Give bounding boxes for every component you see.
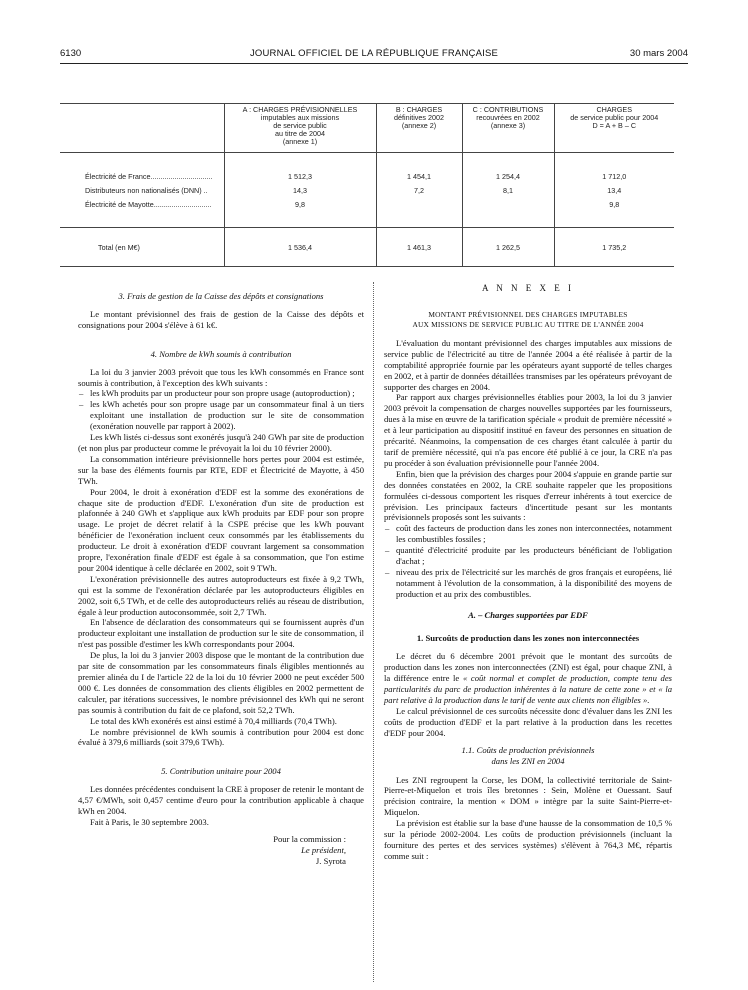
annex-heading: MONTANT PRÉVISIONNEL DES CHARGES IMPUTABLES AUX MISSIONS DE SERVICE PUBLIC AU TITRE DE L'ANNÉE 2004 <box>412 309 644 329</box>
table-header-blank <box>60 104 224 153</box>
section-a-title: A. – Charges supportées par EDF <box>468 609 588 620</box>
section-1-1-title: 1.1. Coûts de production prévisionnels dans les ZNI en 2004 <box>461 744 595 766</box>
table-header-d: CHARGES de service public pour 2004 D = A + B – C <box>554 104 674 153</box>
paragraph: La prévision est établie sur la base d'une hausse de la consommation de 10,5 % sur la période 2002-2004. Les coûts de production prévisionnels (incluant la fourniture des pertes et des services systèmes) s'élèvent à 764,3 M€, répartis comme suit : <box>384 818 672 861</box>
exemption-list <box>78 388 364 432</box>
page-number: 6130 <box>60 48 82 59</box>
paragraph: Le montant prévisionnel des frais de gestion de la Caisse des dépôts et consignations pour 2004 s'élève à 61 k€. <box>78 308 364 330</box>
list-item: – niveau des prix de l'électricité sur les marchés de gros français et européens, lié notamment à l'évolution de la consommation, à la disponibilité des moyens de production et au prix des combustibles. <box>384 567 672 600</box>
list-item: – les kWh achetés pour son propre usage par un consommateur final à un tiers exploitant une installation de production sur le site de consommation (exonération nouvelle par rapport à 2002). <box>78 399 364 432</box>
section-3-title: 3. Frais de gestion de la Caisse des dépôts et consignations <box>118 291 324 301</box>
list-item: – les kWh produits par un producteur pour son propre usage (autoproduction) ; <box>78 388 364 399</box>
paragraph: Le calcul prévisionnel de ces surcoûts nécessite donc d'évaluer dans les ZNI les coûts de production d'EDF et la part relative à la production dans les recettes d'EDF pour 2004. <box>384 706 672 738</box>
section-1-title: 1. Surcoûts de production dans les zones non interconnectées <box>416 632 640 643</box>
signature-title: Le président, <box>301 844 346 855</box>
list-item: – quantité d'électricité produite par les producteurs bénéficiant de l'obligation d'achat ; <box>384 545 672 567</box>
section-5-title: 5. Contribution unitaire pour 2004 <box>161 766 281 777</box>
list-item: – coût des facteurs de production dans les zones non interconnectées, notamment les combustibles fossiles ; <box>384 523 672 545</box>
publication-date: 30 mars 2004 <box>629 48 688 59</box>
signature-name: J. Syrota <box>315 855 346 866</box>
paragraph: Le décret du 6 décembre 2001 prévoit que le montant des surcoûts de production dans les zones non interconnectées (ZNI) est égal, pour chaque ZNI, à la différence entre le « coût normal et complet de production, compte tenu des particularités du parc de production inhérentes à la nature de cette zone » et « la part relative à la production dans le tarif de vente aux clients non éligibles ». <box>384 651 672 706</box>
paragraph: Enfin, bien que la prévision des charges pour 2004 s'appuie en grande partie sur des données constatées en 2002, la CRE souhaite rappeler que les propositions formulées ci-dessous comportent les risques d'erreur inhérents à tout exercice de prévision. Les principaux facteurs d'incertitude pesant sur les montants prévisionnels proposés sont les suivants : <box>384 468 672 523</box>
section-4-title: 4. Nombre de kWh soumis à contribution <box>150 348 292 359</box>
table-header-row <box>60 104 674 153</box>
table-total-row: Total (en M€) 1 536,4 1 461,3 1 262,5 1 735,2 <box>60 228 674 267</box>
paragraph: En l'absence de déclaration des consommateurs qui se fournissent auprès d'un producteur exploitant une installation de production sur le site de consommation, il n'est pas possible d'estimer les kWh correspondants pour 2004. <box>78 617 364 650</box>
paragraph: Les données précédentes conduisent la CRE à proposer de retenir le montant de 4,57 €/MWh, soit 0,457 centime d'euro pour la contribution applicable à chaque kWh en 2004. <box>78 784 364 817</box>
table-row: Électricité de France............................... 1 512,3 1 454,1 1 254,4 1 712,0 <box>60 169 674 183</box>
paragraph: L'exonération prévisionnelle des autres autoproducteurs est fixée à 9,2 TWh, qui est la somme de l'exonération déclarée par les autoproducteurs éligibles en 2002, soit 6,5 TWh, et de celle des autoproducteurs reliés au réseau de distribution, égale à leur production autoconsommée, soit 2,7 TWh. <box>78 573 364 617</box>
annex-title: A N N E X E I <box>482 283 574 293</box>
column-divider <box>373 282 374 982</box>
left-column <box>78 283 364 867</box>
paragraph: L'évaluation du montant prévisionnel des charges imputables aux missions de service public de l'électricité au titre de l'année 2004 a été réalisée à partir de la comptabilité appropriée fournie par les opérateurs ayant supporté de telles charges en 2002, et à partir de données détaillées transmises par les opérateurs prévoyant de supporter des charges en 2004. <box>384 337 672 392</box>
paragraph: La loi du 3 janvier 2003 prévoit que tous les kWh consommés en France sont soumis à contribution, à l'exception des kWh suivants : <box>78 366 364 388</box>
paragraph: La consommation intérieure prévisionnelle hors pertes pour 2004 est estimée, sur la base des éléments fournis par RTE, EDF et Électricité de Mayotte, à 450 TWh. <box>78 453 364 486</box>
table-header-b: B : CHARGES définitives 2002 (annexe 2) <box>376 104 462 153</box>
page-header <box>60 48 688 62</box>
paragraph: Les kWh listés ci-dessus sont exonérés jusqu'à 240 GWh par site de production (et non plus par producteur comme le prévoyait la loi du 10 février 2000). <box>78 432 364 453</box>
date-line: Fait à Paris, le 30 septembre 2003. <box>90 816 209 827</box>
signature-line: Pour la commission : <box>273 833 346 844</box>
header-rule <box>60 63 688 64</box>
right-column <box>384 283 672 862</box>
paragraph: Le total des kWh exonérés est ainsi estimé à 70,4 milliards (70,4 TWh). <box>90 715 337 726</box>
uncertainty-list <box>384 523 672 599</box>
table-row: Électricité de Mayotte............................. 9,8 9,8 <box>60 197 674 211</box>
paragraph: Pour 2004, le droit à exonération d'EDF est la somme des exonérations de chaque site de production d'EDF. L'exonération d'un site de production est plafonnée à 240 GWh et s'applique aux kWh produits par EDF pour son propre usage. Le projet de décret relatif à la CSPE précise que les kWh pouvant bénéficier de l'exonération incluent ceux consommés par les établissements du producteur. Le droit à exonération d'EDF couvrant largement sa consommation propre, l'exonération finale d'EDF est égale à sa consommation, que l'on estime pour 2004 identique à celle déclarée en 2002, soit 9 TWh. <box>78 486 364 573</box>
table-row: Distributeurs non nationalisés (DNN) .. 14,3 7,2 8,1 13,4 <box>60 183 674 197</box>
paragraph: Le nombre prévisionnel de kWh soumis à contribution pour 2004 est donc évalué à 379,6 milliards (soit 379,6 TWh). <box>78 726 364 748</box>
journal-title: JOURNAL OFFICIEL DE LA RÉPUBLIQUE FRANÇAISE <box>249 48 499 59</box>
paragraph: Les ZNI regroupent la Corse, les DOM, la collectivité territoriale de Saint-Pierre-et-Miquelon et trois îles bretonnes : Sein, Molène et Ouessant. Sauf précision contraire, la mention « DOM » intègre par la suite Saint-Pierre-et-Miquelon. <box>384 774 672 818</box>
paragraph: De plus, la loi du 3 janvier 2003 dispose que le montant de la contribution due par site de consommation par les consommateurs finals éligibles mentionnés au premier alinéa du I de l'article 22 de la loi du 10 février 2000 ne peut excéder 500 000 €. Les données de consommation des clients éligibles en 2002 permettent de calculer, par itérations successives, le nombre prévisionnel des kWh qui ne seront pas soumis à contribution du fait de ce plafond, soit 52,2 TWh. <box>78 650 364 715</box>
paragraph: Par rapport aux charges prévisionnelles établies pour 2003, la loi du 3 janvier 2003 prévoit la compensation de charges nouvelles supportées par les fournisseurs, dues à la mise en œuvre de la tarification spéciale « produit de première nécessité » et à leur participation au dispositif institué en faveur des personnes en situation de précarité. Néanmoins, la compensation de ces charges étant calculée à partir du tarif de première nécessité, qui n'a pas encore été publié à ce jour, la CRE n'a pas pu procéder à son évaluation prévisionnelle pour l'année 2004. <box>384 392 672 468</box>
table-header-c: C : CONTRIBUTIONS recouvrées en 2002 (annexe 3) <box>462 104 554 153</box>
charges-table <box>60 103 674 267</box>
table-header-a: A : CHARGES PRÉVISIONNELLES imputables aux missions de service public au titre de 2004 (annexe 1) <box>224 104 376 153</box>
